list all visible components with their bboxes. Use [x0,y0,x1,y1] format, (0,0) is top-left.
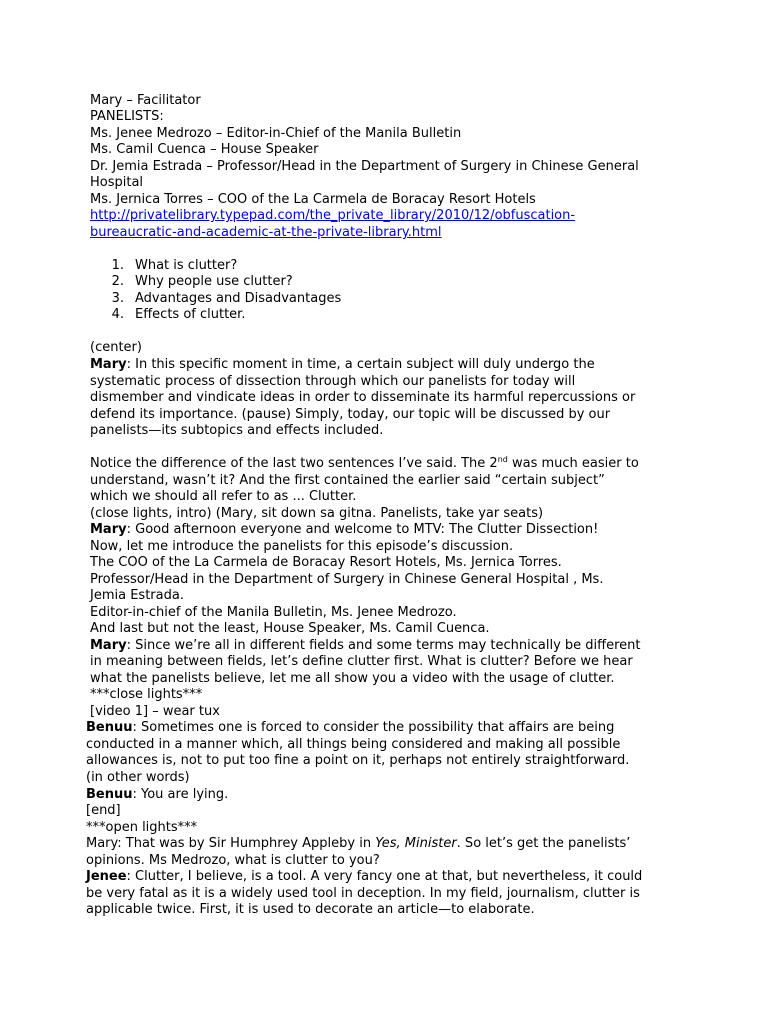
stage-direction: (center) [90,340,142,355]
stage-direction: [video 1] – wear tux [90,704,220,719]
outline-text: Why people use clutter? [135,274,293,289]
dialogue-line: in meaning between fields, let’s define clutter first. What is clutter? Before we hear [90,654,633,669]
notice-text: was much easier to [507,456,639,471]
outline-number: 4. [111,307,124,322]
dialogue-text: : Sometimes one is forced to consider the possibility that affairs are being [132,720,615,735]
stage-direction: (in other words) [86,770,190,785]
dialogue-line: Professor/Head in the Department of Surgery in Chinese General Hospital , Ms. [90,572,604,587]
dialogue-text: : Since we’re all in different fields and some terms may technically be different [126,638,641,653]
source-link[interactable]: http://privatelibrary.typepad.com/the_private_library/2010/12/obfuscation- [90,208,576,223]
speaker-name: Benuu [86,787,133,802]
speaker-name: Mary [90,357,127,372]
dialogue-line: Now, let me introduce the panelists for this episode’s discussion. [90,539,514,554]
speaker-name: Mary [90,638,127,653]
outline-number: 3. [111,291,124,306]
dialogue-line: And last but not the least, House Speaker, Ms. Camil Cuenca. [90,621,490,636]
dialogue-text: : Good afternoon everyone and welcome to MTV: The Clutter Dissection! [126,522,599,537]
facilitator-line: Mary – Facilitator [90,93,201,108]
outline-text: Advantages and Disadvantages [135,291,342,306]
panelist-line: Ms. Camil Cuenca – House Speaker [90,142,319,157]
speaker-name: Mary [90,522,127,537]
dialogue-line [90,522,598,539]
panelist-line: Hospital [90,175,144,190]
dialogue-line [86,836,630,853]
dialogue-line: what the panelists believe, let me all show you a video with the usage of clutter. [90,671,615,686]
stage-direction: (close lights, intro) (Mary, sit down sa gitna. Panelists, take yar seats) [90,506,544,521]
outline-item [100,258,237,275]
dialogue-text: Mary: That was by Sir Humphrey Appleby in [86,836,376,851]
panelist-line: Dr. Jemia Estrada – Professor/Head in the Department of Surgery in Chinese General [90,159,639,174]
dialogue-line [86,720,614,737]
dialogue-line: opinions. Ms Medrozo, what is clutter to you? [86,853,380,868]
dialogue-line: panelists—its subtopics and effects included. [90,423,384,438]
dialogue-line: allowances is, not to put too fine a point on it, perhaps not entirely straightforward. [86,753,630,768]
dialogue-line [90,638,641,655]
ordinal-suffix: nd [497,455,508,464]
speaker-name: Benuu [86,720,133,735]
outline-item [100,291,341,308]
outline-item [100,307,245,324]
dialogue-text: : You are lying. [132,787,229,802]
dialogue-line: dismember and vindicate ideas in order to disseminate its harmful repercussions or [90,390,636,405]
notice-line: which we should all refer to as ... Clutter. [90,489,357,504]
stage-direction: ***close lights*** [90,687,203,702]
dialogue-text: . So let’s get the panelists’ [456,836,631,851]
notice-line: understand, wasn’t it? And the first contained the earlier said “certain subject” [90,473,605,488]
dialogue-line: The COO of the La Carmela de Boracay Resort Hotels, Ms. Jernica Torres. [90,555,562,570]
stage-direction: [end] [86,803,121,818]
dialogue-text: : In this specific moment in time, a certain subject will duly undergo the [126,357,595,372]
outline-text: What is clutter? [135,258,238,273]
dialogue-line: Editor-in-chief of the Manila Bulletin, Ms. Jenee Medrozo. [90,605,457,620]
panelist-line: Ms. Jenee Medrozo – Editor-in-Chief of the Manila Bulletin [90,126,462,141]
dialogue-line: be very fatal as it is a widely used tool in deception. In my field, journalism, clutter is [86,886,640,901]
dialogue-line: conducted in a manner which, all things being considered and making all possible [86,737,621,752]
show-title: Yes, Minister [375,836,457,851]
outline-number: 2. [111,274,124,289]
speaker-name: Jenee [86,869,127,884]
dialogue-line [86,787,228,804]
dialogue-line: applicable twice. First, it is used to decorate an article—to elaborate. [86,902,535,917]
panelists-heading: PANELISTS: [90,109,164,124]
dialogue-line: systematic process of dissection through which our panelists for today will [90,374,576,389]
outline-number: 1. [111,258,124,273]
source-link-continued[interactable]: bureaucratic-and-academic-at-the-private-library.html [90,225,442,240]
stage-direction: ***open lights*** [86,820,198,835]
panelist-line: Ms. Jernica Torres – COO of the La Carmela de Boracay Resort Hotels [90,192,536,207]
dialogue-line [90,357,595,374]
dialogue-line [86,869,642,886]
outline-text: Effects of clutter. [135,307,246,322]
dialogue-line: defend its importance. (pause) Simply, today, our topic will be discussed by our [90,407,611,422]
dialogue-line: Jemia Estrada. [90,588,184,603]
outline-item [100,274,293,291]
notice-line [90,456,639,473]
dialogue-text: : Clutter, I believe, is a tool. A very fancy one at that, but nevertheless, it could [126,869,643,884]
notice-text: Notice the difference of the last two sentences I’ve said. The 2 [90,456,498,471]
